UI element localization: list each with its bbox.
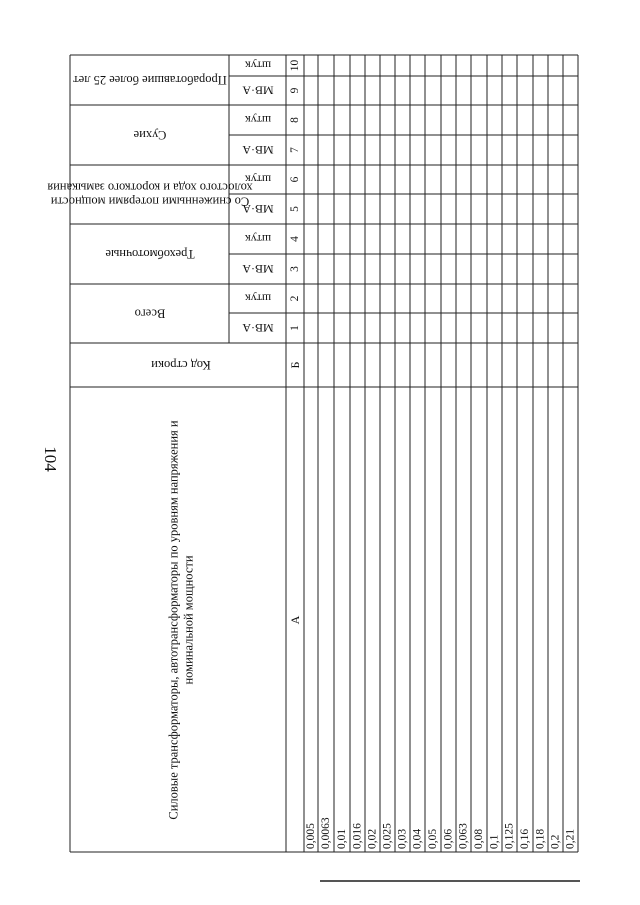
- unit-label-col-1: МВ·А: [242, 321, 274, 335]
- row-label-header: Силовые трансформаторы, автотрансформаторы по уровням напряжения иноминальной мощности: [166, 420, 196, 820]
- row-label-11: 0,063: [457, 823, 470, 849]
- unit-label-col-5: МВ·А: [242, 202, 274, 216]
- code-header: Код строки: [151, 358, 211, 372]
- row-label-17: 0,2: [549, 834, 562, 849]
- row-label-15: 0,16: [519, 828, 531, 849]
- index-label-col-7: 7: [289, 147, 301, 153]
- row-label-12: 0,08: [473, 828, 485, 849]
- page-number: 104: [41, 446, 60, 472]
- row-label-3: 0,01: [336, 828, 348, 849]
- unit-label-col-3: МВ·А: [242, 262, 274, 276]
- row-label-4: 0,016: [351, 823, 364, 849]
- index-label-col-5: 5: [289, 206, 301, 212]
- row-label-1: 0,005: [305, 823, 317, 849]
- row-label-6: 0,025: [381, 823, 394, 849]
- index-label-col-9: 9: [289, 87, 301, 94]
- row-label-10: 0,06: [442, 828, 455, 849]
- unit-label-col-10: штук: [244, 58, 272, 73]
- group-label-3: Со сниженными потерями мощностихолостого хода и короткого замыкания: [47, 180, 253, 209]
- unit-label-col-2: штук: [244, 291, 272, 306]
- row-label-7: 0,03: [396, 828, 409, 849]
- group-label-4: Сухие: [133, 128, 167, 142]
- table-grid: [70, 55, 578, 852]
- unit-label-col-8: штук: [244, 113, 272, 127]
- row-label-9: 0,05: [427, 828, 439, 849]
- row-label-14: 0,125: [503, 823, 516, 849]
- index-label-col-3: 3: [289, 266, 301, 272]
- index-label-col-1: 1: [289, 325, 301, 331]
- index-label-col-6: 6: [289, 176, 301, 183]
- index-label-B: Б: [288, 361, 302, 369]
- group-label-2: Трехобмоточные: [105, 247, 195, 261]
- row-label-13: 0,1: [488, 834, 501, 849]
- row-label-8: 0,04: [411, 828, 424, 849]
- index-label-col-4: 4: [289, 236, 301, 242]
- group-label-5: Проработавшие более 25 лет: [73, 73, 227, 87]
- index-label-A: А: [288, 615, 302, 625]
- index-label-col-10: 10: [289, 59, 301, 72]
- index-label-col-2: 2: [289, 295, 301, 302]
- row-label-16: 0,18: [534, 828, 547, 849]
- unit-label-col-4: штук: [244, 232, 272, 246]
- row-label-5: 0,02: [366, 828, 379, 849]
- table-labels: [47, 59, 576, 850]
- unit-label-col-6: штук: [244, 172, 272, 187]
- scan-artifact-line: [320, 880, 580, 882]
- row-label-18: 0,21: [564, 828, 577, 849]
- unit-label-col-9: МВ·А: [242, 83, 274, 98]
- group-label-1: Всего: [134, 306, 166, 321]
- index-label-col-8: 8: [289, 117, 301, 123]
- unit-label-col-7: МВ·А: [242, 143, 274, 157]
- row-label-2: 0,0063: [320, 817, 332, 849]
